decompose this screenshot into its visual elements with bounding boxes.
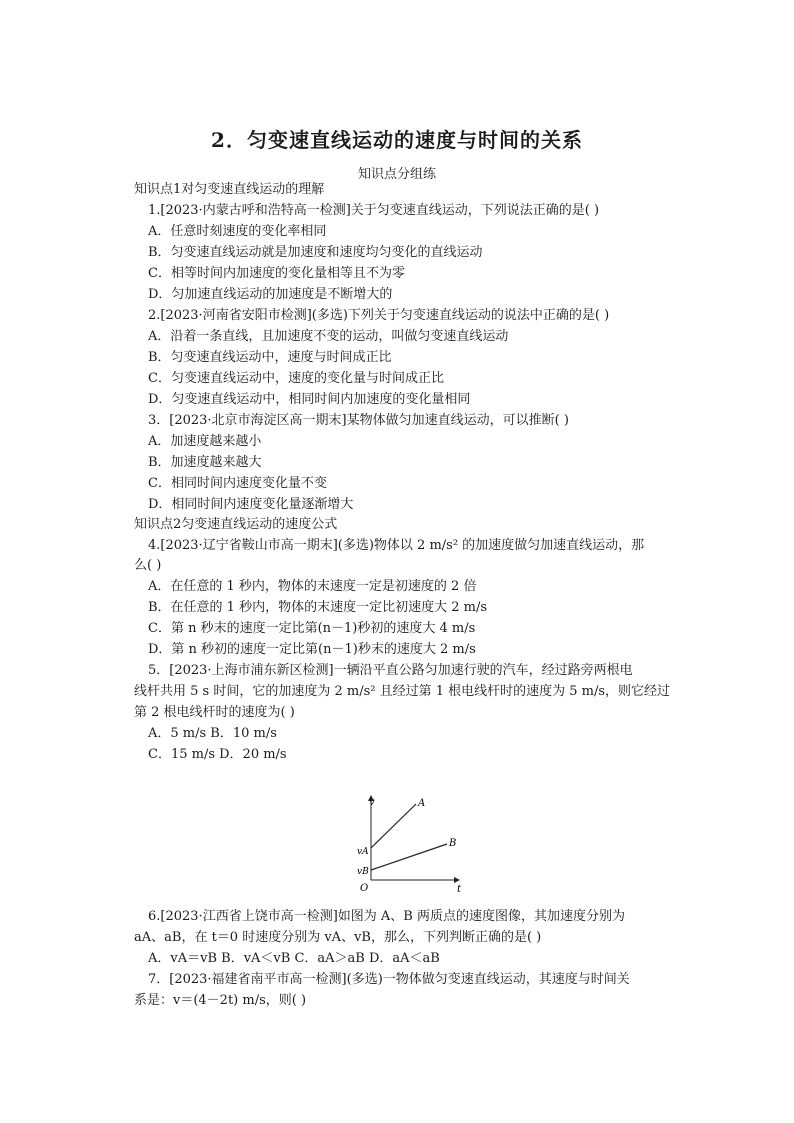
q4-option-c: C．第 n 秒末的速度一定比第(n－1)秒初的速度大 4 m/s — [148, 621, 476, 636]
q2-stem: 2.[2023·河南省安阳市检测](多选)下列关于匀变速直线运动的说法中正确的是( ) — [148, 308, 610, 323]
line-b — [371, 844, 447, 870]
velocity-time-graph — [355, 792, 465, 897]
section-heading-1: 知识点1对匀变速直线运动的理解 — [134, 182, 325, 197]
q2-option-c: C．匀变速直线运动中，速度的变化量与时间成正比 — [148, 371, 444, 386]
q7-stem-line1: 7．[2023·福建省南平市高一检测](多选)一物体做匀变速直线运动，其速度与时间关 — [148, 972, 630, 987]
y-axis-label: v — [369, 797, 375, 808]
line-b-label: B — [449, 838, 457, 849]
q3-option-d: D．相同时间内速度变化量逐渐增大 — [148, 497, 354, 512]
vb-label: vB — [357, 867, 369, 877]
origin-label: O — [360, 883, 369, 894]
x-axis-label: t — [457, 884, 462, 895]
line-a-label: A — [418, 798, 426, 809]
q3-option-c: C．相同时间内速度变化量不变 — [148, 476, 327, 491]
q7-stem-line2: 系是：v＝(4－2t) m/s，则( ) — [134, 993, 307, 1008]
q4-option-d: D．第 n 秒初的速度一定比第(n－1)秒末的速度大 2 m/s — [148, 642, 476, 657]
q2-option-d: D．匀变速直线运动中，相同时间内加速度的变化量相同 — [148, 392, 471, 407]
page-subtitle: 知识点分组练 — [357, 167, 436, 182]
q1-option-b: B．匀变速直线运动就是加速度和速度均匀变化的直线运动 — [148, 245, 483, 260]
q5-stem-line3: 第 2 根电线杆时的速度为( ) — [134, 705, 295, 720]
q2-option-a: A．沿着一条直线，且加速度不变的运动，叫做匀变速直线运动 — [148, 329, 509, 344]
q2-option-b: B．匀变速直线运动中，速度与时间成正比 — [148, 350, 392, 365]
q1-option-d: D．匀加速直线运动的加速度是不断增大的 — [148, 287, 393, 302]
q4-stem-line2: 么( ) — [134, 558, 162, 573]
section-heading-2: 知识点2匀变速直线运动的速度公式 — [134, 517, 338, 532]
q3-option-b: B．加速度越来越大 — [148, 455, 262, 470]
q1-option-c: C．相等时间内加速度的变化量相等且不为零 — [148, 266, 405, 281]
q3-stem: 3．[2023·北京市海淀区高一期末]某物体做匀加速直线运动，可以推断( ) — [148, 413, 569, 428]
q5-options-cd: C．15 m/s D．20 m/s — [148, 747, 287, 762]
q6-stem-line1: 6.[2023·江西省上饶市高一检测]如图为 A、B 两质点的速度图像，其加速度分别为 — [148, 909, 625, 924]
q1-option-a: A．任意时刻速度的变化率相同 — [148, 224, 327, 239]
page-title: 2．匀变速直线运动的速度与时间的关系 — [211, 128, 583, 152]
q6-stem-line2: aA、aB，在 t＝0 时速度分别为 vA、vB，那么，下列判断正确的是( ) — [134, 930, 542, 945]
q4-option-a: A．在任意的 1 秒内，物体的末速度一定是初速度的 2 倍 — [148, 579, 477, 594]
q6-options: A．vA＝vB B．vA＜vB C．aA＞aB D．aA＜aB — [148, 951, 440, 966]
va-label: vA — [357, 847, 369, 857]
q5-stem-line2: 线杆共用 5 s 时间，它的加速度为 2 m/s² 且经过第 1 根电线杆时的速度为 5 m/s，则它经过 — [134, 684, 671, 699]
q5-options-ab: A．5 m/s B．10 m/s — [148, 726, 277, 741]
q4-stem-line1: 4.[2023·辽宁省鞍山市高一期末](多选)物体以 2 m/s² 的加速度做匀加速直线运动，那 — [148, 538, 645, 553]
q3-option-a: A．加速度越来越小 — [148, 434, 262, 449]
q5-stem-line1: 5．[2023·上海市浦东新区检测]一辆沿平直公路匀加速行驶的汽车，经过路旁两根电 — [148, 663, 633, 678]
line-a — [371, 804, 416, 848]
q4-option-b: B．在任意的 1 秒内，物体的末速度一定比初速度大 2 m/s — [148, 600, 488, 615]
q1-stem: 1.[2023·内蒙古呼和浩特高一检测]关于匀变速直线运动，下列说法正确的是( ) — [148, 203, 600, 218]
